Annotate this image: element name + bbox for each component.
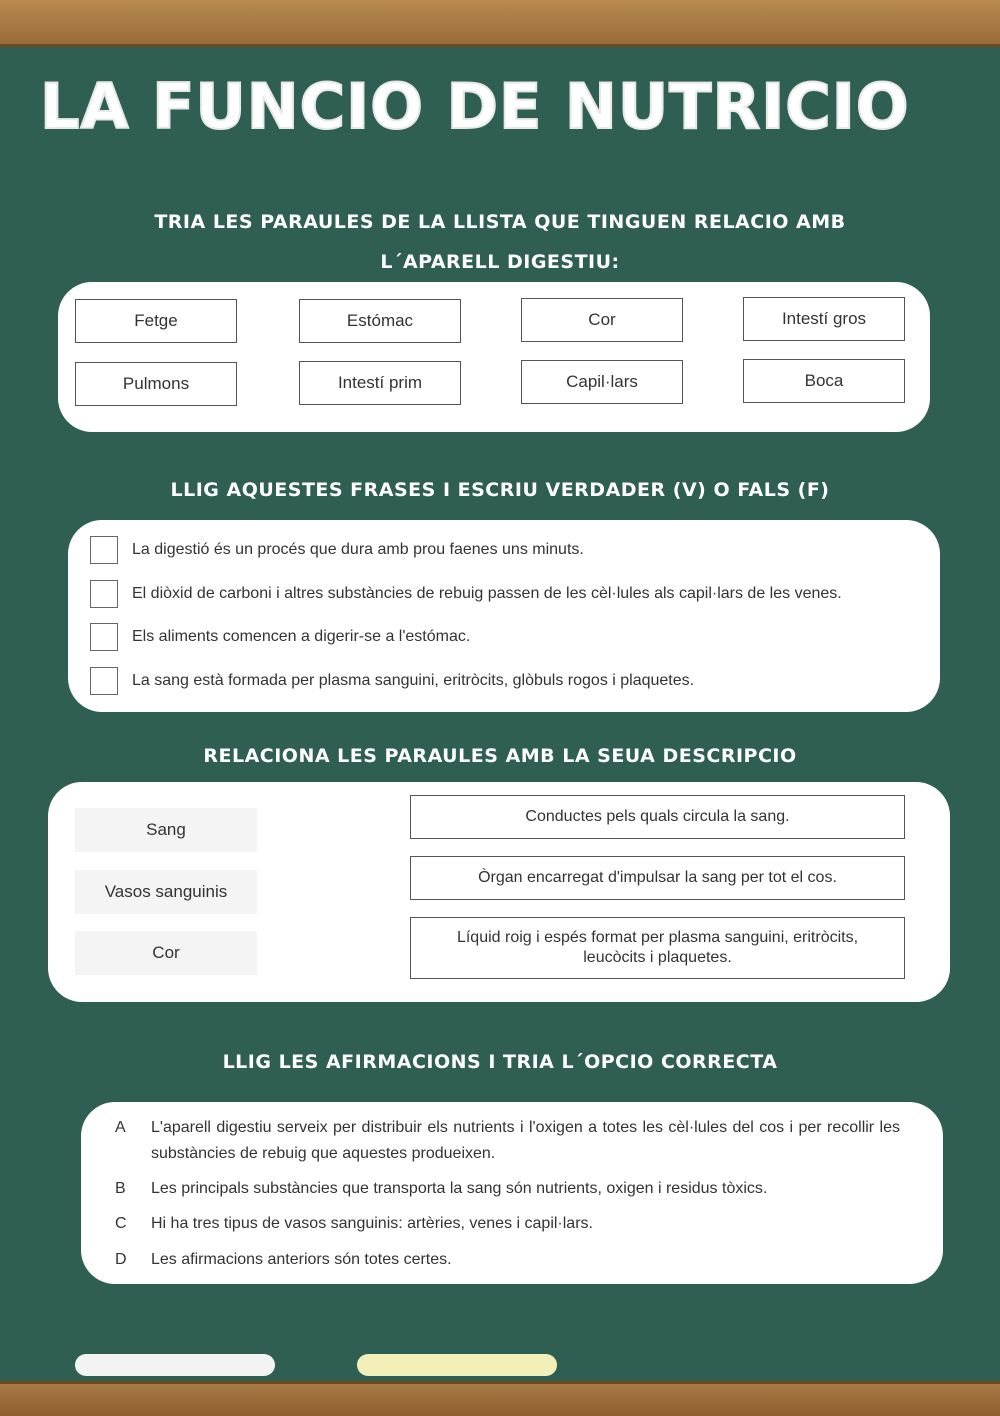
section1-heading-line2: L´APARELL DIGESTIU: — [380, 251, 620, 273]
word-option[interactable]: Intestí prim — [299, 361, 461, 405]
word-option[interactable]: Cor — [521, 298, 683, 342]
answer-checkbox[interactable] — [90, 623, 118, 651]
matching-term[interactable]: Sang — [75, 808, 257, 852]
matching-term[interactable]: Cor — [75, 931, 257, 975]
option-letter: B — [115, 1180, 126, 1197]
matching-description[interactable]: Líquid roig i espés format per plasma sanguini, eritròcits, leucòcits i plaquetes. — [410, 917, 905, 979]
option-text: L'aparell digestiu serveix per distribuir els nutrients i l'oxigen a totes les cèl·lules del cos i per recollir les substàncies de rebuig que aquestes produeixen. — [151, 1119, 900, 1162]
answer-checkbox[interactable] — [90, 667, 118, 695]
matching-description[interactable]: Òrgan encarregat d'impulsar la sang per tot el cos. — [410, 856, 905, 900]
statement-text: El diòxid de carboni i altres substàncies de rebuig passen de les cèl·lules als capil·lars de les venes. — [132, 585, 842, 602]
wood-frame-bottom — [0, 1381, 1000, 1416]
section1-heading-line1: TRIA LES PARAULES DE LA LLISTA QUE TINGUEN RELACIO AMB — [154, 211, 846, 233]
matching-description[interactable]: Conductes pels quals circula la sang. — [410, 795, 905, 839]
wood-frame-top — [0, 0, 1000, 47]
option-text: Hi ha tres tipus de vasos sanguinis: artèries, venes i capil·lars. — [151, 1215, 593, 1232]
statement-text: Els aliments comencen a digerir-se a l'estómac. — [132, 628, 471, 645]
true-false-item — [90, 536, 584, 564]
word-option[interactable]: Fetge — [75, 299, 237, 343]
white-chalk — [75, 1354, 275, 1376]
true-false-item — [90, 623, 470, 651]
option-text: Les afirmacions anteriors són totes certes. — [151, 1251, 452, 1268]
option-letter: D — [115, 1251, 127, 1268]
yellow-chalk — [357, 1354, 557, 1376]
statement-text: La digestió és un procés que dura amb prou faenes uns minuts. — [132, 541, 584, 558]
section2-heading: LLIG AQUESTES FRASES I ESCRIU VERDADER (V) O FALS (F) — [170, 479, 830, 501]
true-false-item — [90, 580, 842, 608]
answer-checkbox[interactable] — [90, 536, 118, 564]
choice-option[interactable] — [115, 1211, 900, 1237]
option-letter: C — [115, 1215, 127, 1232]
choice-option[interactable] — [115, 1115, 900, 1167]
word-option[interactable]: Pulmons — [75, 362, 237, 406]
option-letter: A — [115, 1119, 126, 1136]
section3-heading: RELACIONA LES PARAULES AMB LA SEUA DESCRIPCIO — [203, 745, 797, 767]
word-option[interactable]: Estómac — [299, 299, 461, 343]
choice-option[interactable] — [115, 1176, 900, 1202]
option-text: Les principals substàncies que transporta la sang són nutrients, oxigen i residus tòxics. — [151, 1180, 768, 1197]
word-choice-card — [58, 282, 930, 432]
word-option[interactable]: Intestí gros — [743, 297, 905, 341]
word-option[interactable]: Capil·lars — [521, 360, 683, 404]
word-option[interactable]: Boca — [743, 359, 905, 403]
statement-text: La sang està formada per plasma sanguini, eritròcits, glòbuls rogos i plaquetes. — [132, 672, 695, 689]
page-title: LA FUNCIO DE NUTRICIO — [40, 70, 910, 143]
matching-term[interactable]: Vasos sanguinis — [75, 870, 257, 914]
choice-option[interactable] — [115, 1247, 900, 1273]
answer-checkbox[interactable] — [90, 580, 118, 608]
true-false-item — [90, 667, 694, 695]
section4-heading: LLIG LES AFIRMACIONS I TRIA L´OPCIO CORRECTA — [222, 1051, 778, 1073]
